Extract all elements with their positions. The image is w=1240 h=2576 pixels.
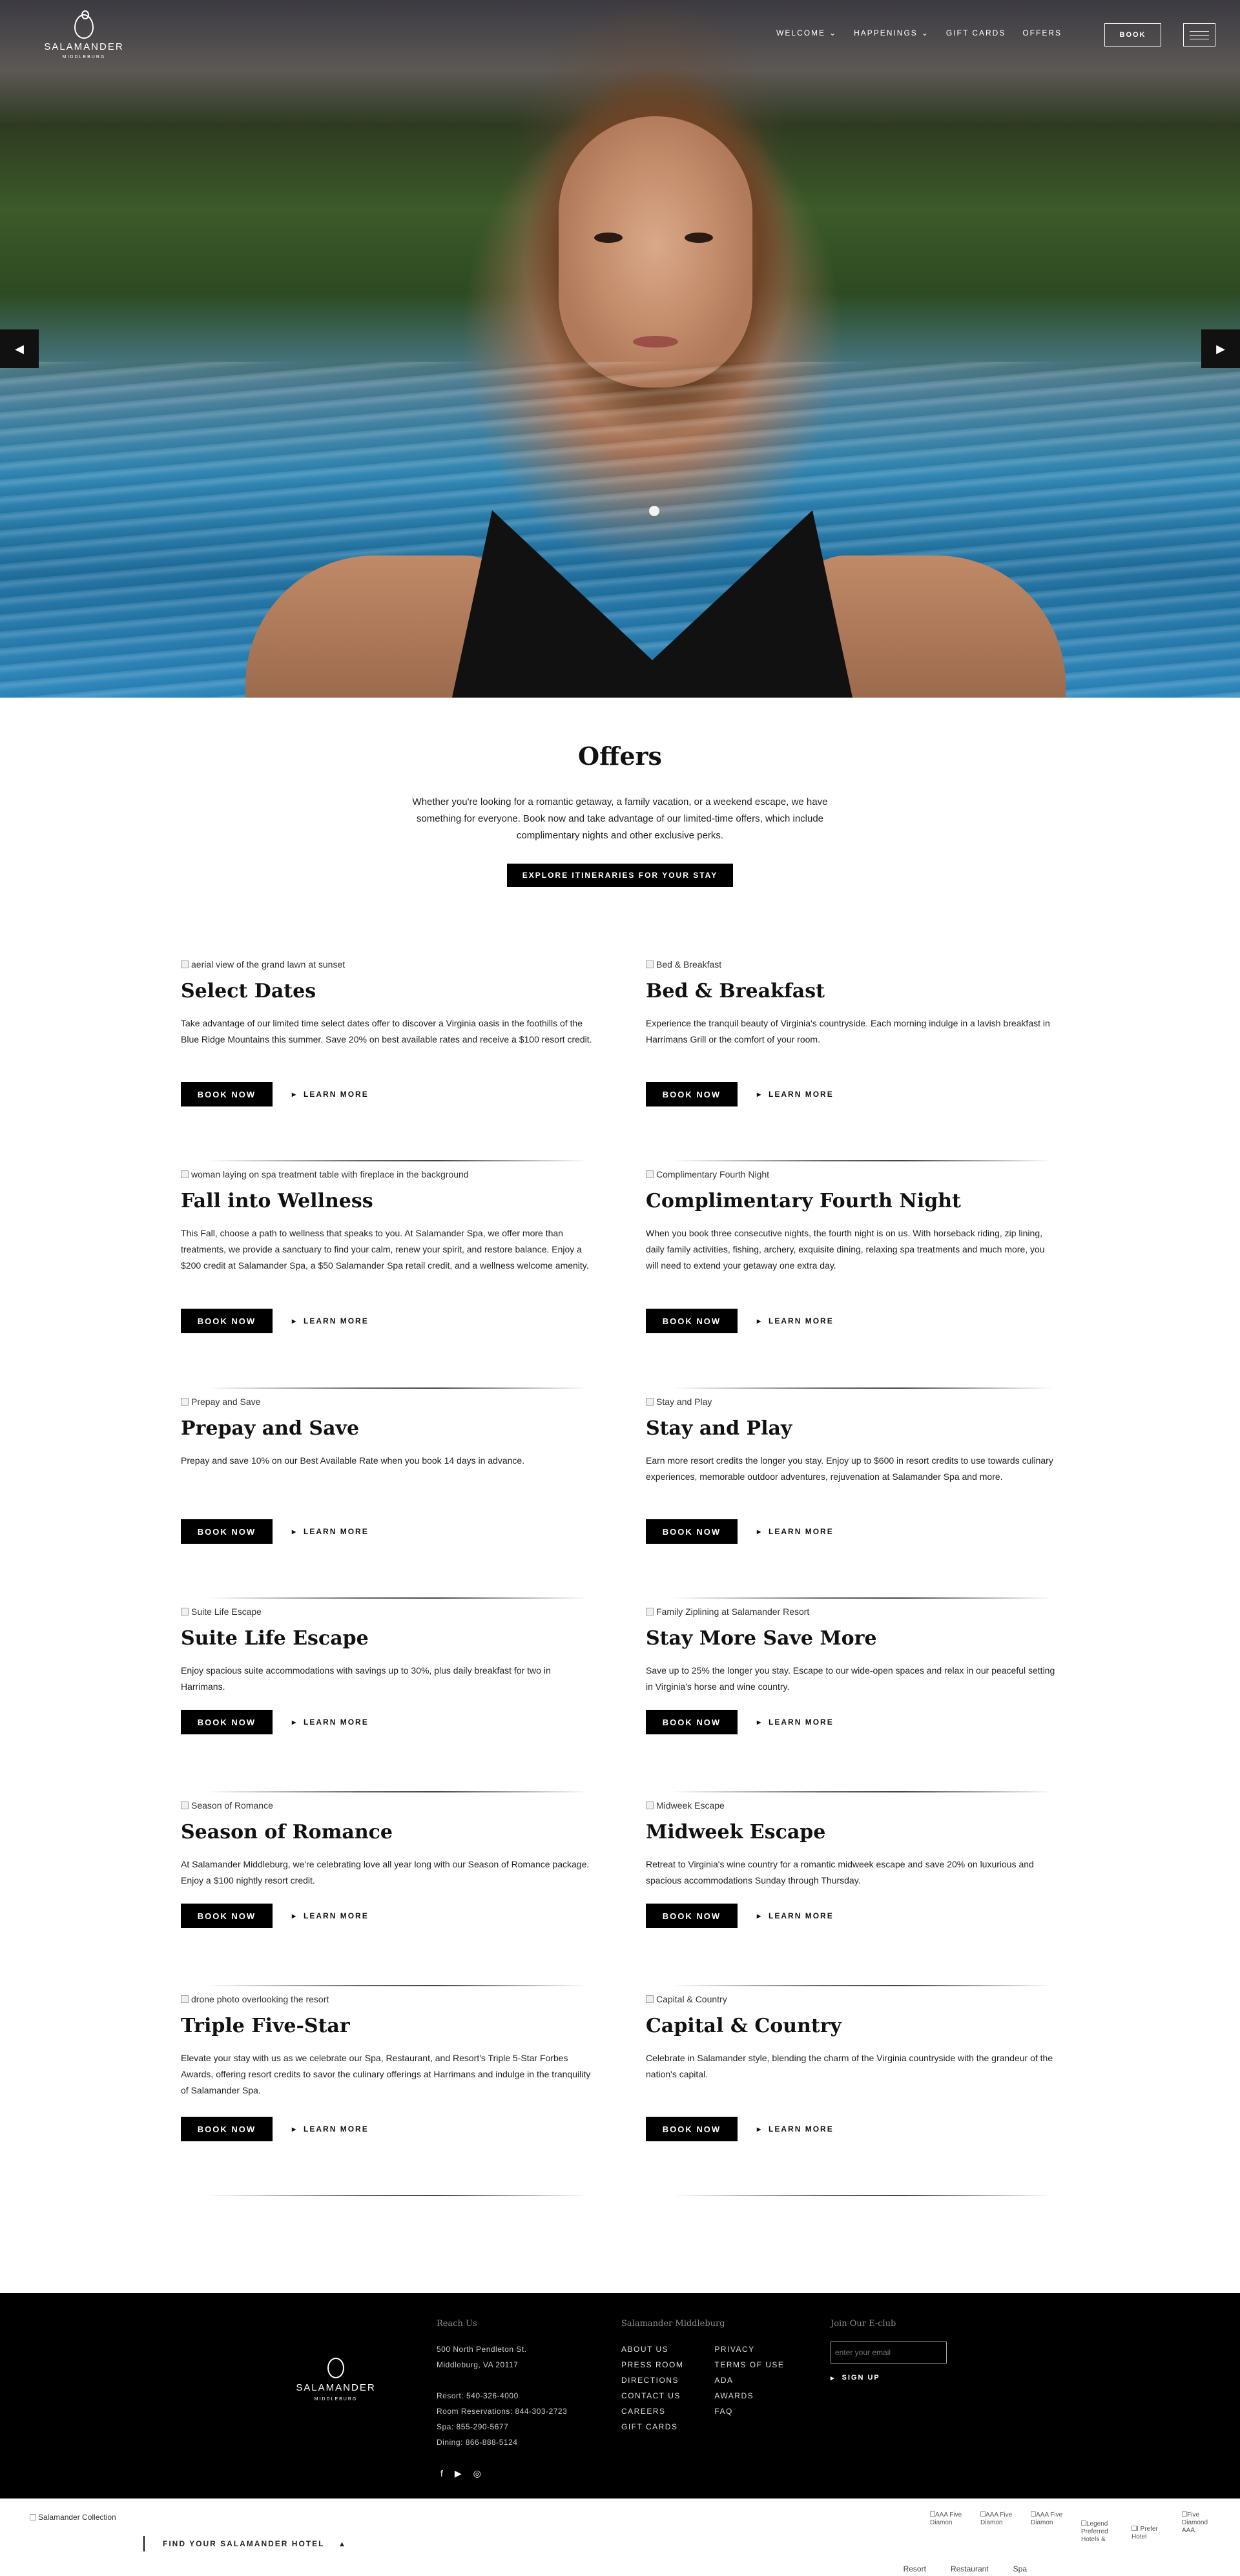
hero-lips [633,336,678,348]
nav-happenings-label: HAPPENINGS [854,28,918,37]
offer-image [646,1168,1059,1181]
eclub-heading: Join Our E-club [831,2319,896,2329]
offer-card [181,1993,594,2203]
offer-title: Midweek Escape [646,1821,826,1844]
footer-link-press[interactable]: PRESS ROOM [621,2360,684,2369]
award-badge [1031,2511,1063,2544]
footer-link-terms[interactable]: TERMS OF USE [714,2360,785,2369]
footer-eclub [831,2319,947,2382]
offer-card [646,1799,1059,1993]
footer-link-contact[interactable]: CONTACT US [621,2391,681,2400]
play-arrow-icon: ▸ [757,1090,763,1099]
footer-link-careers[interactable]: CAREERS [621,2407,666,2416]
page-title: Offers [578,742,662,771]
nav-gift-cards[interactable] [946,28,1006,37]
footer-logo-subtitle: MIDDLEBURG [314,2397,358,2402]
offer-card [181,1799,594,1993]
offer-image [646,1605,1059,1618]
footer-logo[interactable] [291,2358,381,2402]
broken-image-icon [646,1398,654,1406]
offer-actions [646,1309,834,1333]
offer-card [646,958,1059,1168]
offer-actions [646,1904,834,1928]
offer-actions [181,1519,369,1544]
offer-title: Capital & Country [646,2015,842,2037]
offer-image-alt: Midweek Escape [656,1800,725,1811]
bottom-bar [0,2498,1240,2576]
learn-more-label: LEARN MORE [769,1718,834,1727]
offer-actions [181,1904,369,1928]
award-alt: AAA Five Diamon [980,2511,1013,2526]
signup-label: SIGN UP [842,2374,880,2382]
offer-image-alt: Prepay and Save [191,1397,261,1407]
footer-phone-resort[interactable]: Resort: 540-326-4000 [437,2391,519,2400]
award-labels [904,2564,1027,2573]
hamburger-icon[interactable] [1183,23,1215,47]
broken-image-icon [181,1608,189,1615]
learn-more-label: LEARN MORE [769,1090,834,1099]
offer-title: Stay More Save More [646,1627,877,1650]
award-alt: AAA Five Diamon [930,2511,962,2526]
offer-card [181,958,594,1168]
broken-image-icon [181,1398,189,1406]
learn-more-link[interactable] [292,1718,369,1727]
offer-description: This Fall, choose a path to wellness that speaks to you. At Salamander Spa, we offer more than treatments, we provide a sanctuary to find your calm, renew your spirit, and restore balance. Enjoy a $200 credit at Salamander Spa, a $50 Salamander Spa retail credit, and a wellness welcome amenity. [181,1228,589,1271]
offers-grid [181,958,1059,2293]
learn-more-link[interactable] [757,1911,834,1920]
social-links [437,2468,567,2479]
offer-image-alt: Stay and Play [656,1397,712,1407]
card-divider [672,1160,1053,1161]
book-now-button[interactable]: BOOK NOW [646,1082,738,1106]
offer-title: Suite Life Escape [181,1627,369,1650]
footer-phone-dining[interactable]: Dining: 866-888-5124 [437,2438,518,2447]
offer-card [646,1605,1059,1799]
site-footer [0,2293,1240,2498]
nav-gift-cards-label: GIFT CARDS [946,28,1006,37]
offer-title: Complimentary Fourth Night [646,1190,961,1212]
offer-description: Elevate your stay with us as we celebrate our Spa, Restaurant, and Resort's Triple 5-Star Forbes Awards, offering resort credits to savor the culinary offerings at Harrimans and indulge in the tranquility of Salamander Spa. [181,2053,591,2095]
nav-happenings[interactable] [854,28,929,37]
offer-title: Select Dates [181,980,316,1002]
play-arrow-icon: ▸ [757,2124,763,2134]
explore-itineraries-button[interactable]: EXPLORE ITINERARIES FOR YOUR STAY [507,864,733,887]
broken-image-icon [646,961,654,968]
learn-more-link[interactable] [757,1090,834,1099]
site-logo[interactable] [43,14,125,59]
play-arrow-icon: ▸ [292,1527,298,1536]
book-now-button[interactable]: BOOK NOW [181,1082,273,1106]
book-now-button[interactable]: BOOK NOW [181,2117,273,2141]
broken-image-icon [1182,2511,1187,2517]
offer-card [181,1605,594,1799]
offer-actions [181,1082,369,1106]
offer-image-alt: Complimentary Fourth Night [656,1169,770,1179]
offer-description: At Salamander Middleburg, we're celebrating love all year long with our Season of Romance package. Enjoy a $100 nightly resort credit. [181,1859,590,1885]
nav-offers-label: OFFERS [1022,28,1062,37]
footer-link-ada[interactable]: ADA [714,2376,734,2385]
award-badge [1081,2520,1113,2544]
play-arrow-icon: ▸ [831,2374,836,2382]
footer-logo-name: SALAMANDER [296,2382,376,2393]
footer-link-privacy[interactable]: PRIVACY [714,2345,755,2354]
learn-more-link[interactable] [757,1527,834,1536]
offer-actions [181,1710,369,1734]
footer-links-heading: Salamander Middleburg [621,2319,725,2329]
main-menu [776,28,1062,37]
play-arrow-icon: ▸ [757,1718,763,1727]
offer-description: Celebrate in Salamander style, blending the charm of the Virginia countryside with the grandeur of the nation's capital. [646,2053,1053,2079]
offer-description: Retreat to Virginia's wine country for a romantic midweek escape and save 20% on luxurious and spacious accommodations Sunday through Thursday. [646,1859,1034,1885]
offer-image [646,958,1059,971]
broken-image-icon [646,1995,654,2003]
learn-more-label: LEARN MORE [304,1718,369,1727]
play-arrow-icon: ▸ [757,1527,763,1536]
book-now-button[interactable]: BOOK NOW [646,1710,738,1734]
offer-title: Triple Five-Star [181,2015,350,2037]
offer-image-alt: Capital & Country [656,1994,727,2004]
learn-more-link[interactable] [292,1527,369,1536]
footer-phone-rooms[interactable]: Room Reservations: 844-303-2723 [437,2407,568,2416]
card-divider [207,1160,588,1161]
facebook-icon[interactable]: f [440,2468,443,2478]
offer-image-alt: woman laying on spa treatment table with fireplace in the background [191,1169,469,1179]
learn-more-link[interactable] [757,1316,834,1325]
salamander-logo-icon [327,2358,344,2378]
offer-image [181,1168,594,1181]
offer-actions [181,1309,369,1333]
offer-image [646,1993,1059,2006]
footer-link-gift-cards[interactable]: GIFT CARDS [621,2422,678,2431]
offer-image [646,1395,1059,1408]
broken-image-icon [181,1995,189,2003]
nav-welcome-label: WELCOME [776,28,826,37]
offer-card [646,1993,1059,2203]
play-arrow-icon: ▸ [292,1911,298,1920]
offer-actions [646,1082,834,1106]
card-divider [207,1985,588,1986]
arrow-left-icon: ◀ [15,342,24,355]
learn-more-link[interactable] [292,2124,369,2134]
footer-link-directions[interactable]: DIRECTIONS [621,2376,679,2385]
book-now-button[interactable]: BOOK NOW [181,1309,273,1333]
offer-image [181,958,594,971]
offer-description: Prepay and save 10% on our Best Available Rate when you book 14 days in advance. [181,1455,525,1466]
top-navigation [0,0,1240,71]
logo-subtitle: MIDDLEBURG [62,55,106,59]
offer-card [646,1395,1059,1605]
card-divider [672,1985,1053,1986]
footer-links [621,2319,784,2435]
nav-welcome[interactable] [776,28,837,37]
broken-image-icon [181,961,189,968]
footer-address-line2: Middleburg, VA 20117 [437,2360,519,2369]
award-alt: Legend Preferred Hotels & [1081,2520,1108,2543]
offers-intro-text: Whether you're looking for a romantic getaway, a family vacation, or a weekend escape, we have something for everyone. Book now and take advantage of our limited-time offers, which include complimentary nights and other exclusive perks. [412,796,828,841]
offer-image [181,1993,594,2006]
play-arrow-icon: ▸ [757,1316,763,1325]
learn-more-link[interactable] [757,1718,834,1727]
hero-eye-left [594,233,623,243]
learn-more-label: LEARN MORE [304,1527,369,1536]
offer-title: Bed & Breakfast [646,980,825,1002]
offer-title: Stay and Play [646,1417,792,1440]
offer-card [181,1168,594,1395]
collection-alt: Salamander Collection [38,2513,116,2522]
slider-prev-button[interactable] [0,329,39,368]
offer-title: Season of Romance [181,1821,393,1844]
book-now-button[interactable]: BOOK NOW [181,1710,273,1734]
offer-description: Save up to 25% the longer you stay. Escape to our wide-open spaces and relax in our peaceful setting in Virginia's horse and wine country. [646,1665,1055,1692]
card-divider [672,1387,1053,1389]
nav-offers[interactable] [1022,28,1062,37]
offer-title: Fall into Wellness [181,1190,373,1212]
footer-phone-spa[interactable]: Spa: 855-290-5677 [437,2422,509,2431]
offer-image [181,1799,594,1812]
play-arrow-icon: ▸ [292,1718,298,1727]
offer-image [181,1605,594,1618]
offer-image-alt: Suite Life Escape [191,1606,262,1617]
learn-more-label: LEARN MORE [769,1316,834,1325]
card-divider [207,1597,588,1599]
salamander-collection-logo[interactable] [30,2513,116,2522]
card-divider [207,2195,588,2196]
offers-intro [0,698,1240,887]
book-now-button[interactable]: BOOK NOW [646,1904,738,1928]
email-input[interactable] [831,2342,947,2363]
play-arrow-icon: ▸ [292,1316,298,1325]
offer-image-alt: aerial view of the grand lawn at sunset [191,959,346,970]
learn-more-link[interactable] [292,1911,369,1920]
learn-more-link[interactable] [292,1090,369,1099]
learn-more-label: LEARN MORE [769,1911,834,1920]
award-label-resort: Resort [903,2564,926,2573]
footer-reach-us [437,2319,567,2479]
award-badge [930,2511,962,2544]
card-divider [207,1387,588,1389]
broken-image-icon [930,2511,935,2517]
award-alt: I Prefer Hotel [1132,2526,1158,2540]
learn-more-label: LEARN MORE [769,1527,834,1536]
offer-image [646,1799,1059,1812]
offer-description: Enjoy spacious suite accommodations with savings up to 30%, plus daily breakfast for two in Harrimans. [181,1665,551,1692]
card-divider [672,1791,1053,1792]
hero-eye-right [685,233,713,243]
offer-card [646,1168,1059,1395]
signup-button[interactable] [831,2374,947,2382]
chevron-down-icon: ⌄ [921,28,929,37]
offer-card [181,1395,594,1605]
broken-image-icon [980,2511,986,2517]
broken-image-icon [646,1802,654,1809]
broken-image-icon [1031,2511,1036,2517]
offer-actions [646,1710,834,1734]
broken-image-icon [30,2514,36,2520]
award-label-spa: Spa [1013,2564,1027,2573]
award-alt: Five Diamond AAA [1182,2511,1208,2534]
broken-image-icon [181,1170,189,1178]
logo-name: SALAMANDER [44,41,124,52]
instagram-icon[interactable]: ◎ [473,2468,481,2478]
footer-link-about[interactable]: ABOUT US [621,2345,669,2354]
hero-pendant [649,506,659,516]
learn-more-link[interactable] [292,1316,369,1325]
book-now-button[interactable]: BOOK NOW [646,2117,738,2141]
award-badge [980,2511,1013,2544]
book-now-button[interactable]: BOOK NOW [181,1904,273,1928]
book-button[interactable]: BOOK [1104,23,1161,47]
award-badge [1182,2511,1214,2544]
book-now-button[interactable]: BOOK NOW [646,1519,738,1544]
offer-actions [646,2117,834,2141]
book-now-button[interactable]: BOOK NOW [646,1309,738,1333]
broken-image-icon [1081,2520,1086,2526]
chevron-down-icon: ⌄ [829,28,838,37]
footer-link-faq[interactable]: FAQ [714,2407,733,2416]
learn-more-label: LEARN MORE [769,2124,834,2134]
salamander-logo-icon [74,14,94,39]
slider-next-button[interactable] [1201,329,1240,368]
broken-image-icon [646,1608,654,1615]
offer-actions [646,1519,834,1544]
play-arrow-icon: ▸ [292,2124,298,2134]
offer-description: When you book three consecutive nights, the fourth night is on us. With horseback riding, zip lining, daily family activities, fishing, archery, exquisite dining, relaxing spa treatments and much more, you will need to extend your getaway one extra day. [646,1228,1045,1271]
offer-description: Experience the tranquil beauty of Virginia's countryside. Each morning indulge in a lavish breakfast in Harrimans Grill or the comfort of your room. [646,1018,1050,1044]
book-now-button[interactable]: BOOK NOW [181,1519,273,1544]
hero-slider [0,0,1240,698]
award-badge [1132,2526,1164,2544]
broken-image-icon [646,1170,654,1178]
find-hotel-toggle[interactable] [143,2536,345,2551]
award-alt: AAA Five Diamon [1031,2511,1063,2526]
card-divider [207,1791,588,1792]
footer-link-awards[interactable]: AWARDS [714,2391,754,2400]
find-hotel-label: FIND YOUR SALAMANDER HOTEL [163,2539,325,2548]
learn-more-label: LEARN MORE [304,1911,369,1920]
award-label-restaurant: Restaurant [950,2564,989,2573]
offer-image [181,1395,594,1408]
caret-up-icon: ▴ [340,2539,346,2548]
offer-image-alt: Family Ziplining at Salamander Resort [656,1606,810,1617]
learn-more-link[interactable] [757,2124,834,2134]
footer-reach-heading: Reach Us [437,2319,477,2329]
broken-image-icon [1132,2526,1137,2531]
card-divider [672,1597,1053,1599]
footer-address-line1: 500 North Pendleton St. [437,2345,527,2354]
offer-actions [181,2117,369,2141]
arrow-right-icon: ▶ [1216,342,1225,355]
awards-row [930,2511,1214,2544]
broken-image-icon [181,1802,189,1809]
youtube-icon[interactable]: ▶ [454,2468,462,2478]
offer-image-alt: Bed & Breakfast [656,959,722,970]
offer-description: Earn more resort credits the longer you stay. Enjoy up to $600 in resort credits to use towards culinary experiences, memorable outdoor adventures, rejuvenation at Salamander Spa and more. [646,1455,1053,1482]
learn-more-label: LEARN MORE [304,1316,369,1325]
card-divider [672,2195,1053,2196]
offer-image-alt: drone photo overlooking the resort [191,1994,329,2004]
offer-image-alt: Season of Romance [191,1800,273,1811]
learn-more-label: LEARN MORE [304,2124,369,2134]
offer-title: Prepay and Save [181,1417,360,1440]
play-arrow-icon: ▸ [292,1090,298,1099]
learn-more-label: LEARN MORE [304,1090,369,1099]
offer-description: Take advantage of our limited time select dates offer to discover a Virginia oasis in the foothills of the Blue Ridge Mountains this summer. Save 20% on best available rates and receive a $100 resort credit. [181,1018,592,1044]
play-arrow-icon: ▸ [757,1911,763,1920]
